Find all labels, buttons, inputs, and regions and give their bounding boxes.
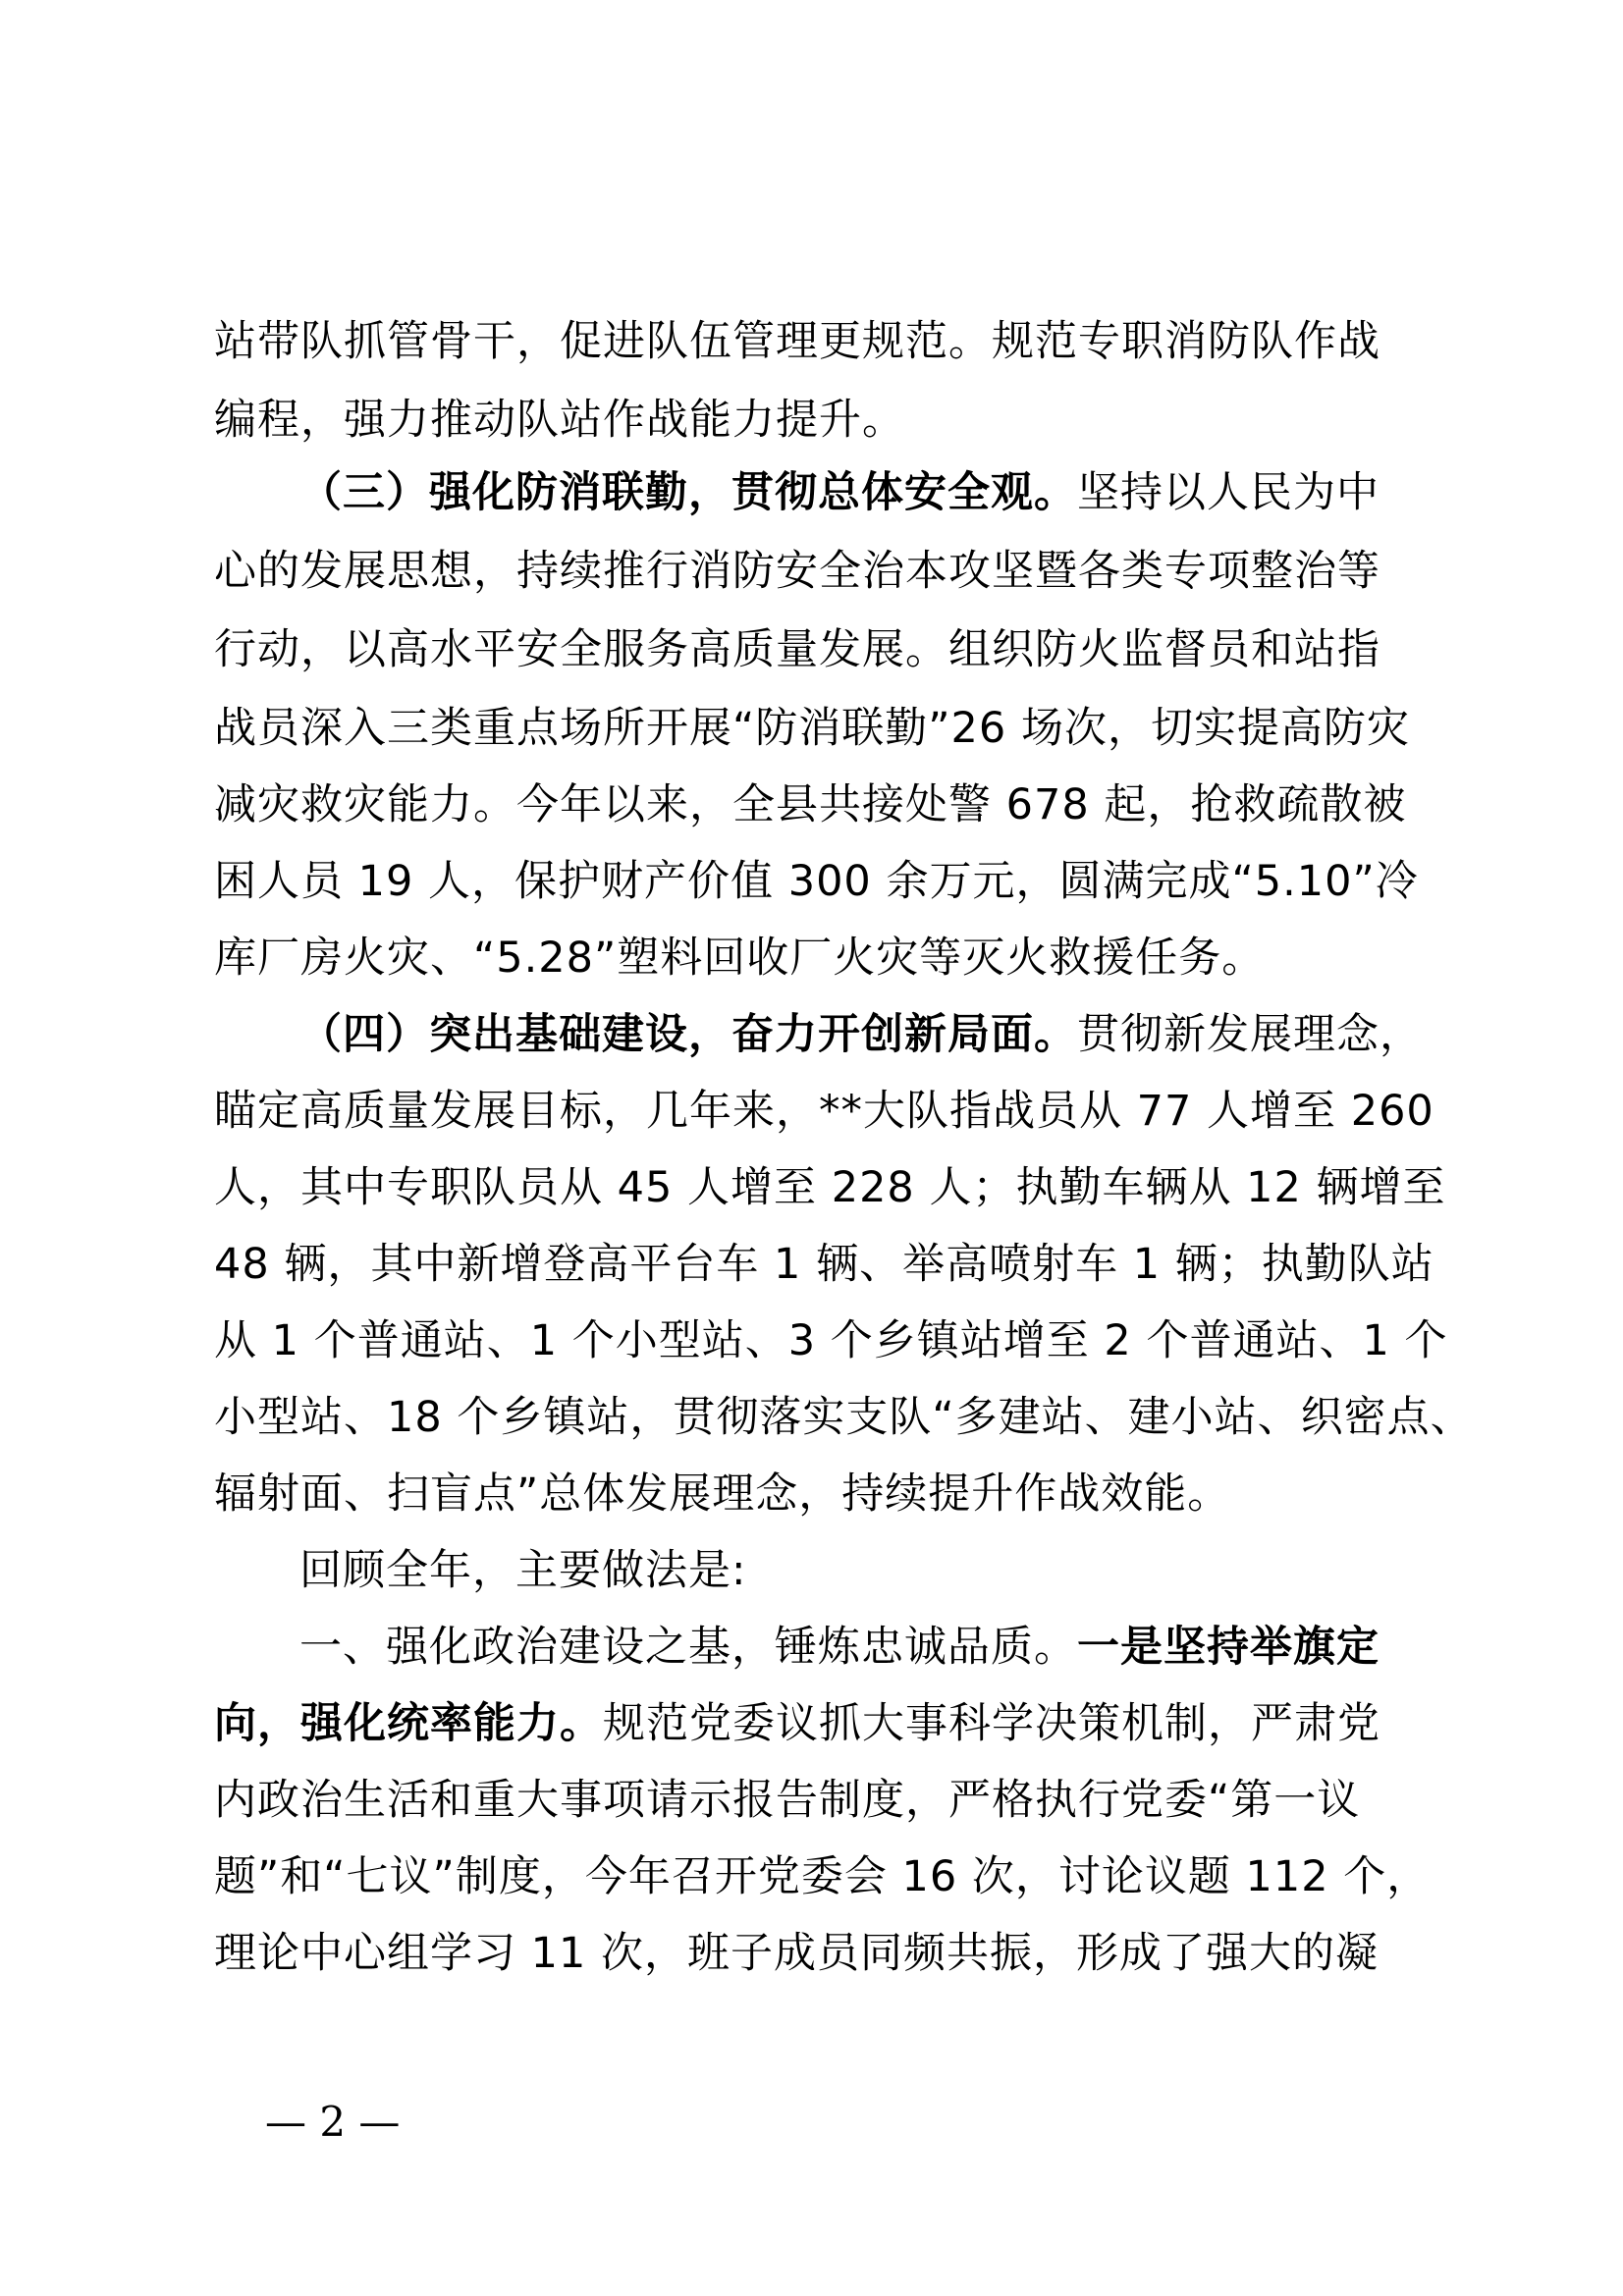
text-segment: 站带队抓管骨干，促进队伍管理更规范。规范专职消防队作战 [214,317,1380,366]
text-segment: 内政治生活和重大事项请示报告制度，严格执行党委“第一议 [214,1776,1361,1825]
text-segment: 题”和“七议”制度，今年召开党委会 16 次，讨论议题 112 个， [214,1852,1431,1901]
section-heading: 一、强化政治建设之基，锤炼忠诚品质。 [299,1623,1077,1672]
text-line [214,611,1380,689]
text-segment: 向，强化统率能力。 [214,1699,603,1748]
text-segment: 减灾救灾能力。今年以来，全县共接处警 678 起，抢救疏散被 [214,780,1407,829]
text-line [214,689,1410,768]
section-heading-line [299,1608,1380,1686]
text-line [214,1302,1447,1380]
text-segment: 困人员 19 人，保护财产价值 300 余万元，圆满完成“5.10”冷 [214,857,1419,906]
text-line [214,1072,1434,1150]
text-segment: 理论中心组学习 11 次，班子成员同频共振，形成了强大的凝 [214,1929,1380,1978]
text-segment: 人，其中专职队员从 45 人增至 228 人；执勤车辆从 12 辆增至 [214,1163,1446,1212]
text-line [214,1684,1380,1763]
text-line [214,1225,1434,1304]
text-line [299,1531,747,1610]
text-line [214,1455,1230,1533]
text-segment: 48 辆，其中新增登高平台车 1 辆、举高喷射车 1 辆；执勤队站 [214,1240,1434,1289]
text-line [214,381,905,459]
text-line [214,1838,1430,1916]
text-line [214,532,1380,611]
text-segment: 贯彻新发展理念， [1077,1010,1423,1059]
text-segment: 编程，强力推动队站作战能力提升。 [214,396,905,445]
section-heading: （四）突出基础建设，奋力开创新局面。 [299,1010,1077,1059]
text-line [214,302,1380,381]
text-segment: 小型站、18 个乡镇站，贯彻落实支队“多建站、建小站、织密点、 [214,1393,1474,1442]
text-segment: 库厂房火灾、“5.28”塑料回收厂火灾等灭火救援任务。 [214,934,1266,983]
text-segment: 从 1 个普通站、1 个小型站、3 个乡镇站增至 2 个普通站、1 个 [214,1316,1448,1365]
page-number: — 2 — [265,2098,401,2146]
text-line [214,1378,1474,1457]
text-line [214,1914,1379,1993]
text-line [214,919,1265,997]
text-line [214,842,1419,921]
text-segment: 战员深入三类重点场所开展“防消联勤”26 场次，切实提高防灾 [214,704,1410,753]
text-segment: 一是坚持举旗定 [1077,1623,1380,1672]
text-segment: 行动，以高水平安全服务高质量发展。组织防火监督员和站指 [214,625,1380,674]
section-heading-line [299,454,1380,532]
text-segment: 瞄定高质量发展目标，几年来，**大队指战员从 77 人增至 260 [214,1087,1434,1136]
text-segment: 辐射面、扫盲点”总体发展理念，持续提升作战效能。 [214,1469,1231,1519]
section-heading-line [299,995,1423,1074]
text-segment: 心的发展思想，持续推行消防安全治本攻坚暨各类专项整治等 [214,547,1380,596]
text-line [214,1761,1360,1840]
section-heading: （三）强化防消联勤，贯彻总体安全观。 [299,468,1077,517]
text-line [214,766,1406,844]
text-line [214,1148,1446,1227]
text-segment: 规范党委议抓大事科学决策机制，严肃党 [603,1699,1380,1748]
text-segment: 坚持以人民为中 [1077,468,1380,517]
text-segment: 回顾全年，主要做法是: [299,1546,747,1595]
